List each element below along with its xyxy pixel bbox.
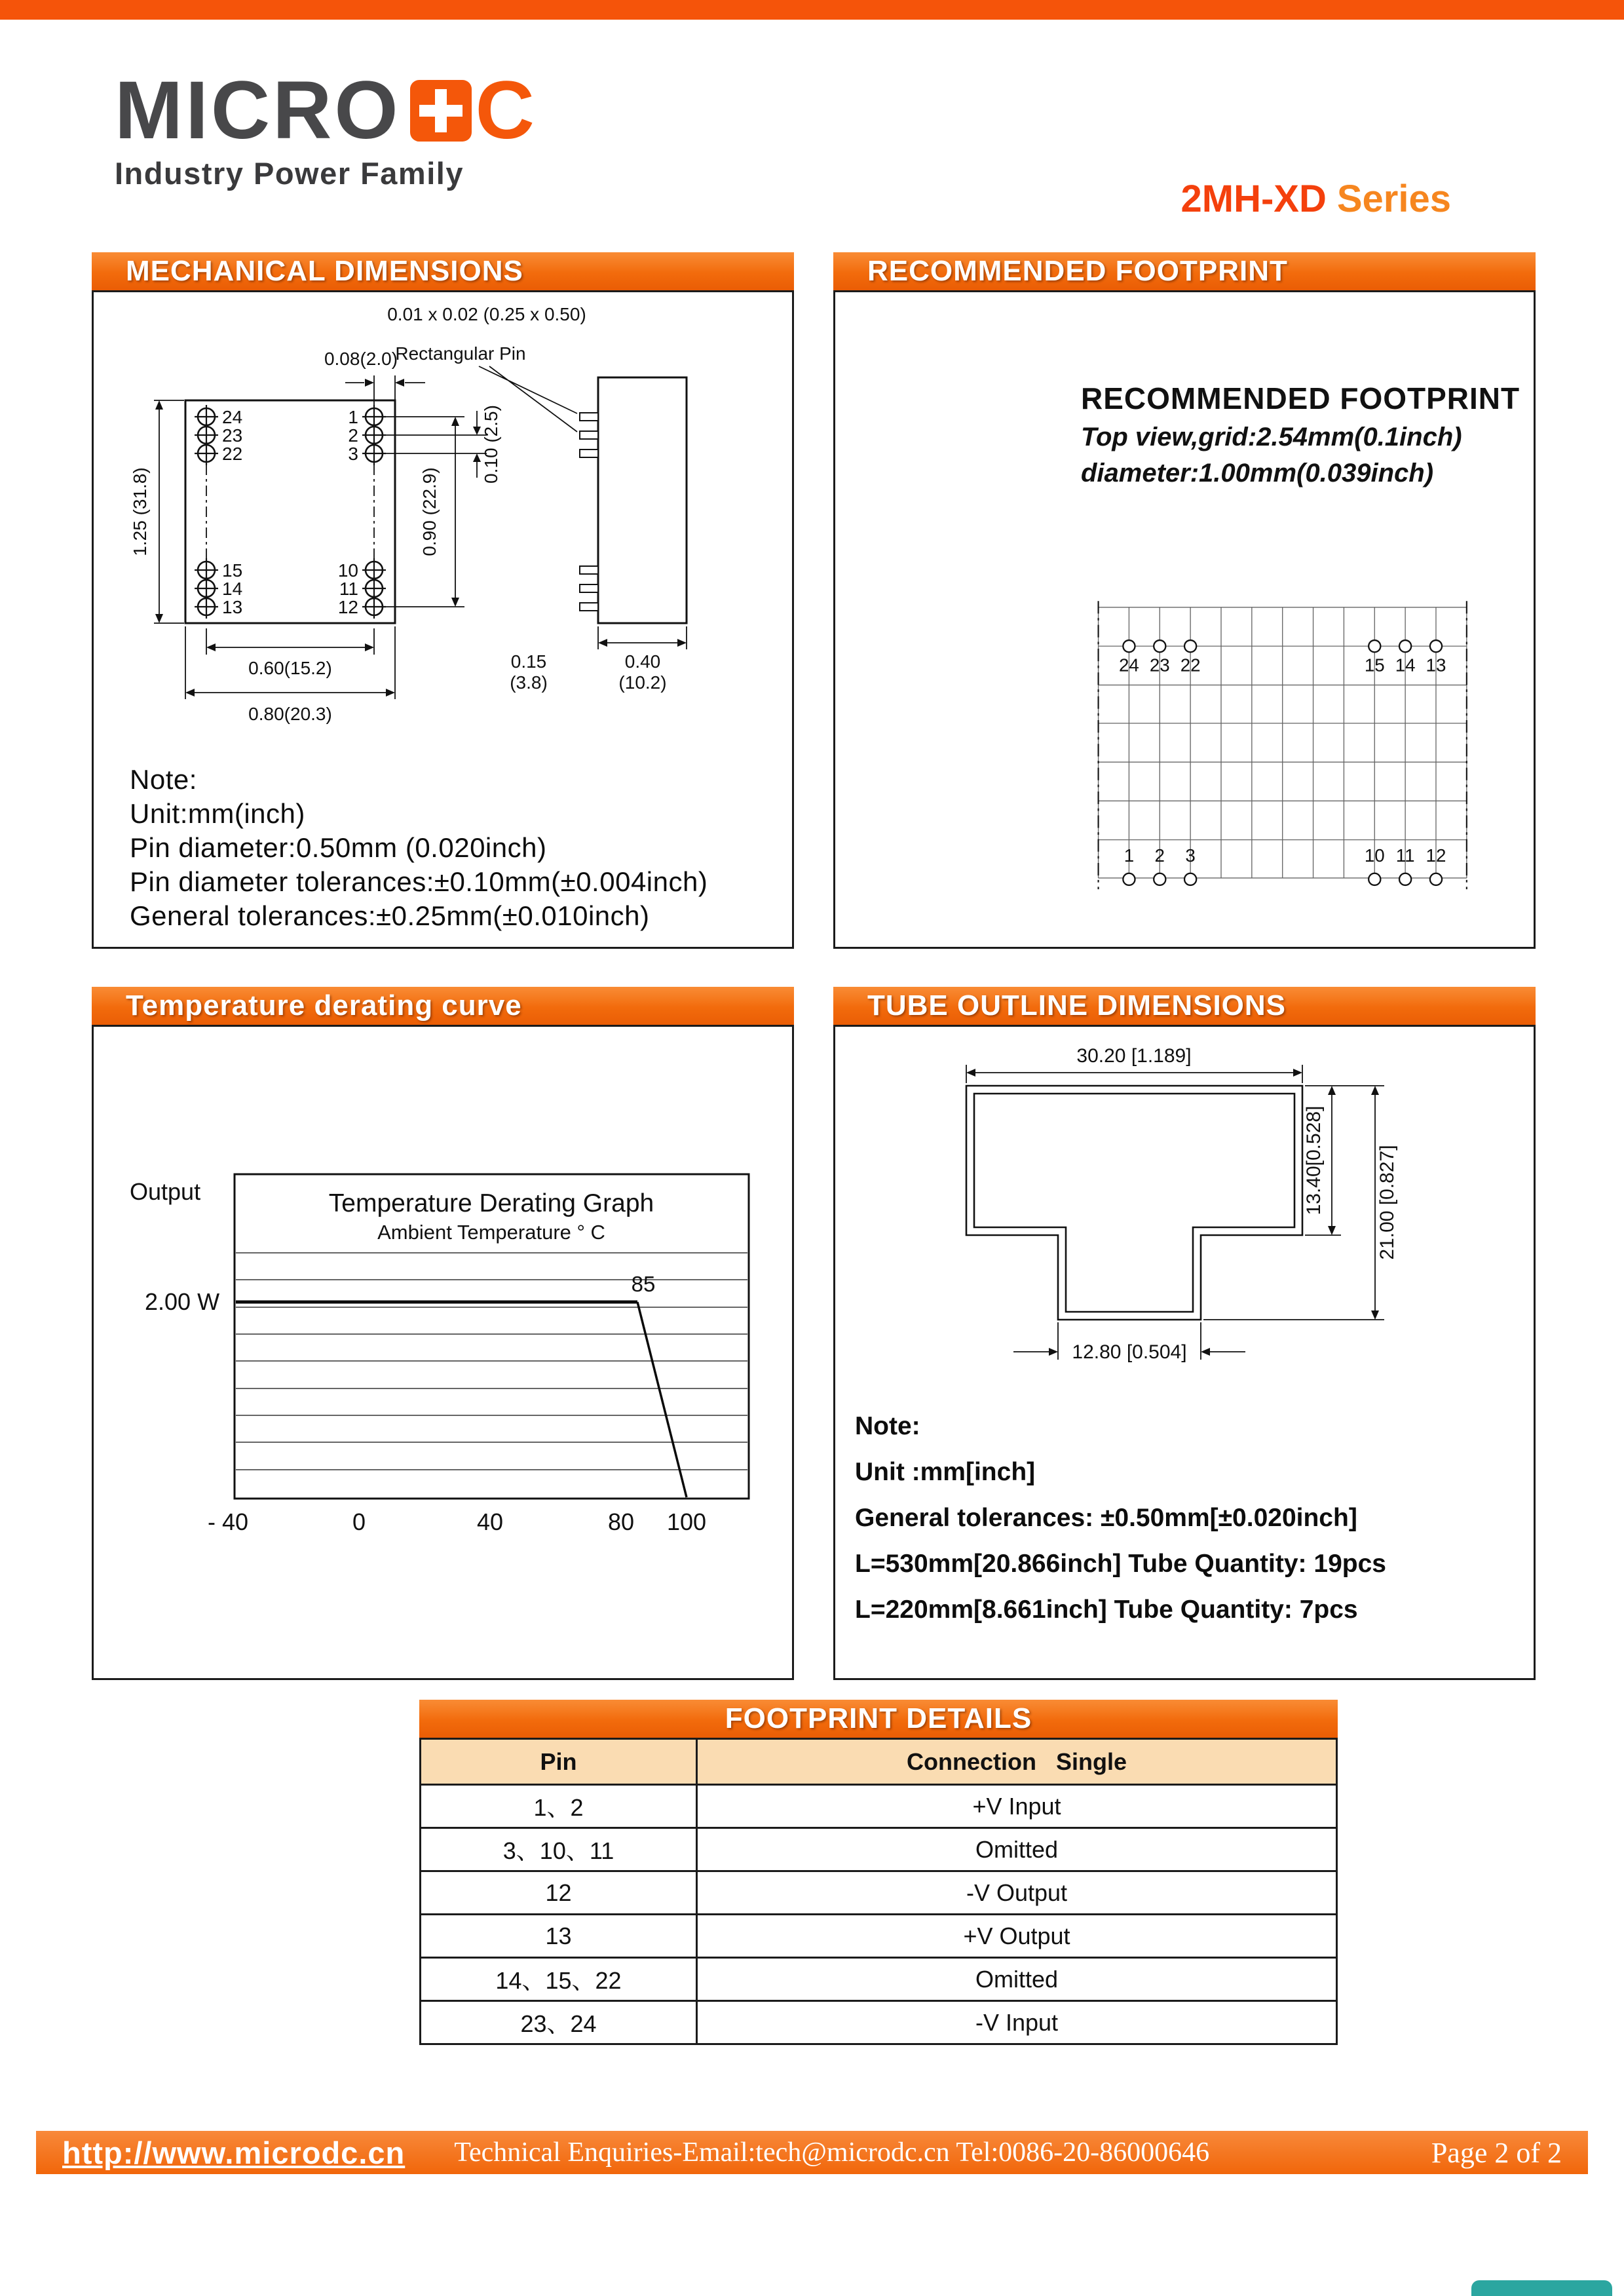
pad-label: 14 (1395, 655, 1416, 676)
tube-width-label: 30.20 [1.189] (1076, 1046, 1192, 1067)
dim-standoff-label: (3.8) (510, 672, 548, 693)
graph-power-label: 2.00 W (145, 1288, 220, 1315)
pin-cell: 12 (421, 1871, 697, 1915)
pin-cell: 3、10、11 (421, 1828, 697, 1871)
pad-label: 11 (1395, 845, 1415, 866)
tube-notch-label: 12.80 [0.504] (1072, 1341, 1187, 1363)
brand-tagline: Industry Power Family (115, 156, 464, 191)
x-tick: 80 (607, 1508, 635, 1535)
connection-cell: +V Input (697, 1785, 1337, 1828)
pin-label: 1 (348, 407, 358, 427)
table-header-row (421, 1739, 1337, 1785)
pin-label: 22 (222, 444, 243, 464)
dim-span-label: 0.60(15.2) (248, 658, 332, 678)
recommended-footprint-panel (833, 290, 1536, 949)
pad-label: 13 (1426, 655, 1446, 676)
footprint-details-table (419, 1738, 1338, 2045)
table-row (421, 1915, 1337, 1958)
pad-label: 15 (1364, 655, 1385, 676)
series-name: 2MH-XD (1180, 178, 1327, 220)
graph-knee-label: 85 (631, 1272, 656, 1296)
pin-label: 24 (222, 407, 243, 427)
pad-label: 12 (1426, 845, 1446, 866)
pin-label: 15 (222, 560, 243, 581)
bottom-right-marker (1471, 2280, 1612, 2296)
mechanical-dimensions-header: MECHANICAL DIMENSIONS (92, 252, 794, 290)
note-line: Pin diameter:0.50mm (0.020inch) (130, 832, 547, 863)
derating-curve-panel (92, 1025, 794, 1680)
dim-width-label: 0.80(20.3) (248, 704, 332, 724)
pin-size-label: 0.01 x 0.02 (0.25 x 0.50) (387, 304, 586, 324)
pad-label: 22 (1180, 655, 1201, 676)
footprint-grid-drawing (1092, 600, 1493, 896)
tube-body-height-label: 13.40[0.528] (1303, 1105, 1325, 1215)
mechanical-drawing (94, 296, 792, 754)
dim-depth-label: 0.40 (624, 651, 661, 672)
dim-height-label: 1.25 (31.8) (130, 467, 150, 556)
footprint-subtitle: diameter:1.00mm(0.039inch) (1081, 459, 1434, 488)
mechanical-notes (130, 763, 708, 933)
note-line: Note: (855, 1412, 920, 1440)
tube-notes (855, 1404, 1386, 1633)
pin-label: 12 (337, 597, 358, 617)
plus-icon (410, 80, 472, 142)
table-row (421, 1785, 1337, 1828)
pin-type-label: Rectangular Pin (395, 343, 526, 364)
connection-cell: +V Output (697, 1915, 1337, 1958)
brand-logo (115, 65, 535, 191)
graph-subtitle: Ambient Temperature ° C (377, 1221, 605, 1244)
top-accent-bar (0, 0, 1624, 20)
dim-pitch-label: 0.10 (2.5) (481, 405, 501, 484)
tube-outline-panel (833, 1025, 1536, 1680)
pin-label: 11 (339, 579, 358, 599)
footprint-heading: RECOMMENDED FOOTPRINT (1081, 381, 1520, 415)
pin-cell: 14、15、22 (421, 1958, 697, 2001)
recommended-footprint-header: RECOMMENDED FOOTPRINT (833, 252, 1536, 290)
x-tick: 100 (666, 1508, 707, 1535)
logo-wordmark-suffix: C (475, 65, 535, 156)
table-row (421, 1828, 1337, 1871)
connection-cell: -V Output (697, 1871, 1337, 1915)
x-tick: 40 (476, 1508, 504, 1535)
dim-standoff-label: 0.15 (510, 651, 547, 672)
dim-top-label: 0.08(2.0) (324, 349, 398, 369)
contact-info: Technical Enquiries-Email:tech@microdc.cn Tel:0086-20-86000646 (454, 2137, 1210, 2168)
note-line: Unit:mm(inch) (130, 798, 305, 829)
note-line: Unit :mm[inch] (855, 1458, 1036, 1486)
pad-label: 1 (1124, 845, 1135, 866)
footprint-details-header: FOOTPRINT DETAILS (419, 1700, 1338, 1738)
pin-label: 3 (348, 444, 358, 464)
tube-outline-header: TUBE OUTLINE DIMENSIONS (833, 987, 1536, 1025)
pad-label: 10 (1364, 845, 1385, 866)
page-number: Page 2 of 2 (1431, 2136, 1562, 2169)
dim-depth-label: (10.2) (618, 672, 667, 693)
graph-title: Temperature Derating Graph (328, 1189, 654, 1217)
x-tick: - 40 (207, 1508, 249, 1535)
note-line: L=220mm[8.661inch] Tube Quantity: 7pcs (855, 1596, 1358, 1624)
table-row (421, 2001, 1337, 2044)
footprint-heading-block (1081, 381, 1520, 488)
table-row (421, 1958, 1337, 2001)
pad-label: 3 (1185, 845, 1196, 866)
note-line: General tolerances: ±0.50mm[±0.020inch] (855, 1504, 1357, 1532)
note-line: General tolerances:±0.25mm(±0.010inch) (130, 900, 650, 931)
pin-cell: 13 (421, 1915, 697, 1958)
pin-label: 23 (222, 425, 243, 446)
note-line: Pin diameter tolerances:±0.10mm(±0.004inch) (130, 866, 708, 897)
pin-cell: 1、2 (421, 1785, 697, 1828)
pin-cell: 23、24 (421, 2001, 697, 2044)
logo-wordmark: MICRO (115, 65, 401, 156)
note-line: Note: (130, 764, 197, 795)
derating-graph (94, 1027, 792, 1678)
connection-cell: Omitted (697, 1828, 1337, 1871)
connection-cell: Omitted (697, 1958, 1337, 2001)
series-title (1181, 177, 1452, 221)
dim-body-label: 0.90 (22.9) (419, 467, 440, 556)
series-word: Series (1336, 178, 1451, 220)
column-header-pin: Pin (421, 1739, 697, 1785)
pin-label: 13 (222, 597, 243, 617)
connection-cell: -V Input (697, 2001, 1337, 2044)
pin-label: 14 (222, 579, 243, 599)
table-row (421, 1871, 1337, 1915)
footprint-subtitle: Top view,grid:2.54mm(0.1inch) (1081, 423, 1462, 451)
pin-label: 2 (348, 425, 358, 446)
pad-label: 2 (1154, 845, 1165, 866)
page-footer (36, 2131, 1588, 2174)
mechanical-dimensions-panel (92, 290, 794, 949)
pin-label: 10 (337, 560, 358, 581)
note-line: L=530mm[20.866inch] Tube Quantity: 19pcs (855, 1550, 1386, 1578)
tube-total-height-label: 21.00 [0.827] (1376, 1145, 1398, 1260)
column-header-connection: Connection Single (697, 1739, 1337, 1785)
x-tick: 0 (352, 1508, 366, 1535)
pad-label: 23 (1149, 655, 1170, 676)
tube-outline-drawing (835, 1046, 1534, 1387)
graph-ylabel: Output (130, 1178, 201, 1205)
website-link[interactable]: http://www.microdc.cn (62, 2135, 406, 2170)
pad-label: 24 (1118, 655, 1139, 676)
derating-curve-header: Temperature derating curve (92, 987, 794, 1025)
